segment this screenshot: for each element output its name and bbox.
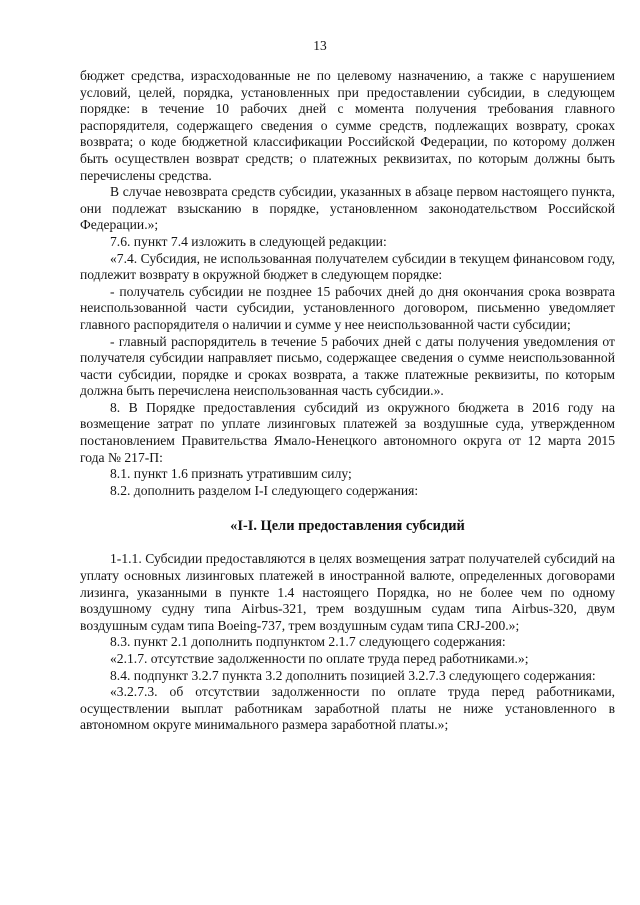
paragraph: 1-1.1. Субсидии предоставляются в целях возмещения затрат получателей субсидий на уплату основных лизинговых платежей в иностранной валюте, определенных договорами лизинга, указанными в пункте 1.4 настоящего Порядка, но не более чем по одному воздушному судну типа Airbus-321, трем воздушным судам типа Airbus-320, двум воздушным судам типа Boeing-737, трем воздушным судам типа CRJ-200.»;: [80, 551, 615, 633]
paragraph: 8. В Порядке предоставления субсидий из окружного бюджета в 2016 году на возмещение затрат по уплате лизинговых платежей за воздушные суда, утвержденном постановлением Правительства Ямало-Ненецкого автономного округа от 12 марта 2015 года № 217-П:: [80, 399, 615, 465]
paragraph: «3.2.7.3. об отсутствии задолженности по оплате труда перед работниками, осуществлении выплат работникам заработной платы не ниже установленного в автономном округе минимального размера заработной платы.»;: [80, 684, 615, 733]
paragraph: В случае невозврата средств субсидии, указанных в абзаце первом настоящего пункта, они подлежат взысканию в порядке, установленном законодательством Российской Федерации.»;: [80, 184, 615, 233]
paragraph: 8.1. пункт 1.6 признать утратившим силу;: [110, 466, 352, 482]
paragraph: 8.4. подпункт 3.2.7 пункта 3.2 дополнить позицией 3.2.7.3 следующего содержания:: [110, 667, 596, 683]
paragraph-continuation: бюджет средства, израсходованные не по целевому назначению, а также с нарушением условий, целей, порядка, установленных при предоставлении субсидии, в следующем порядке: в течение 10 рабочих дней с момента получения требования главного распорядителя, содержащего сведения о сумме средств, подлежащих возврату, сроках возврата; о коде бюджетной классификации Российской Федерации, по которому должен быть осуществлен возврат средств; о платежных реквизитах, по которым должны быть перечислены средства.: [80, 68, 615, 183]
paragraph: 8.2. дополнить разделом I-I следующего содержания:: [110, 482, 419, 498]
paragraph: «2.1.7. отсутствие задолженности по оплате труда перед работниками.»;: [110, 651, 529, 666]
document-body: [80, 68, 615, 734]
paragraph: - главный распорядитель в течение 5 рабочих дней с даты получения уведомления от получателя субсидии направляет письмо, содержащее сведения о сумме неиспользованной части субсидии, порядке и сроках возврата, а также платежные реквизиты, по которым должна быть перечислена неиспользованная часть субсидии.».: [80, 333, 615, 399]
paragraph: 8.3. пункт 2.1 дополнить подпунктом 2.1.7 следующего содержания:: [110, 634, 506, 650]
paragraph: 7.6. пункт 7.4 изложить в следующей редакции:: [110, 233, 387, 249]
paragraph: «7.4. Субсидия, не использованная получателем субсидии в текущем финансовом году, подлежит возврату в окружной бюджет в следующем порядке:: [80, 250, 615, 283]
page-number: 13: [313, 38, 327, 53]
paragraph: - получатель субсидии не позднее 15 рабочих дней до дня окончания срока возврата неиспользованной части субсидии, установленного договором, письменно уведомляет главного распорядителя о наличии и сумме у нее неиспользованной части субсидии;: [80, 283, 615, 332]
section-heading: «I-I. Цели предоставления субсидий: [230, 518, 465, 535]
